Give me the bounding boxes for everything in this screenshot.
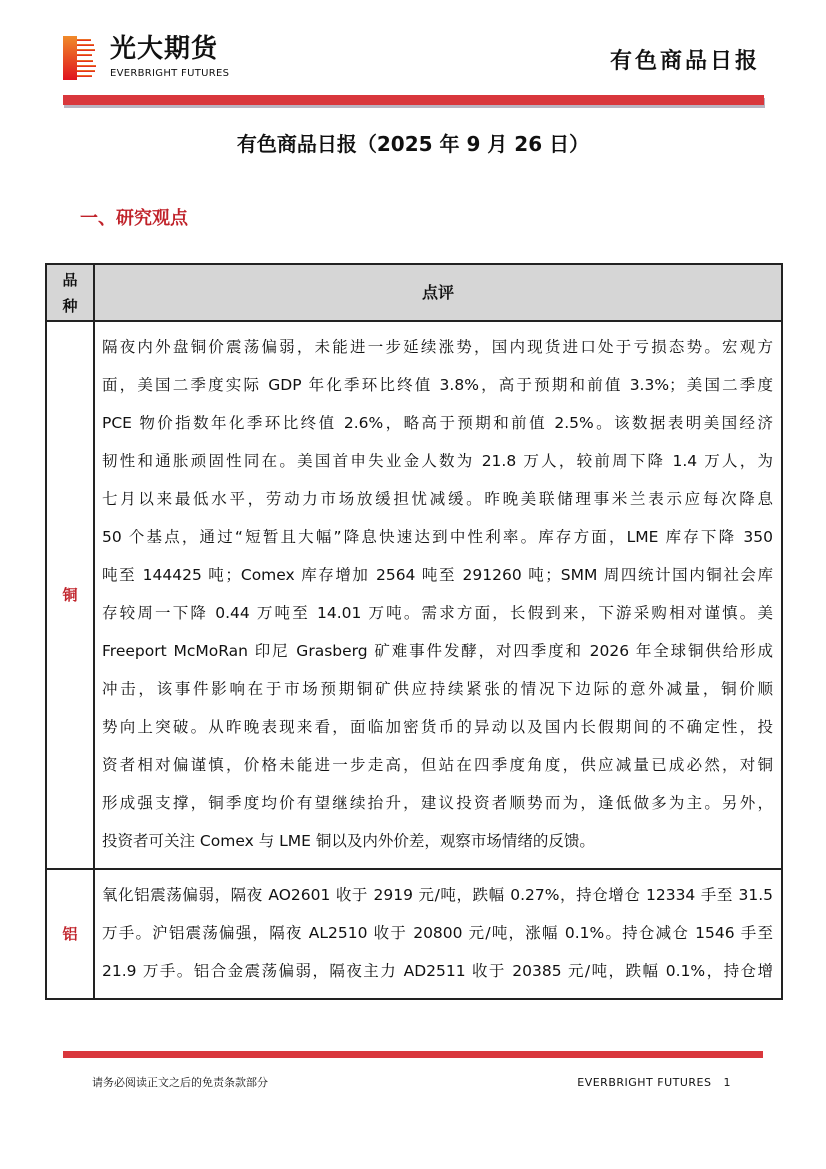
comment-line: 势向上突破。从昨晚表现来看，面临加密货币的异动以及国内长假期间的不确定性，投 (102, 718, 773, 736)
header-category (46, 264, 94, 321)
comment-line: 形成强支撑，铜季度均价有望继续抬升，建议投资者顺势而为，逢低做多为主。另外， (102, 794, 773, 812)
comment-line: Freeport McMoRan 印尼 Grasberg 矿难事件发酵，对四季度和 2026 年全球铜供给形成 (102, 642, 773, 660)
table-header-row (46, 264, 782, 321)
comment-line: 吨至 144425 吨；Comex 库存增加 2564 吨至 291260 吨；SMM 周四统计国内铜社会库 (102, 566, 773, 584)
footer-brand: EVERBRIGHT FUTURES (577, 1076, 712, 1089)
table-row-aluminum (46, 869, 782, 999)
footer-brand-page (577, 1075, 731, 1090)
commentary-table (45, 263, 783, 1000)
comment-line: 面，美国二季度实际 GDP 年化季环比终值 3.8%，高于预期和前值 3.3%；美国二季度 (102, 376, 773, 394)
table-row-copper (46, 321, 782, 869)
header-comment: 点评 (94, 264, 782, 321)
footer-disclaimer: 请务必阅读正文之后的免责条款部分 (92, 1076, 268, 1089)
comment-line: 七月以来最低水平，劳动力市场放缓担忧减缓。昨晚美联储理事米兰表示应每次降息 (102, 490, 773, 508)
page-number: 1 (723, 1076, 731, 1089)
category-copper: 铜 (46, 321, 94, 869)
page-title: 有色商品日报（2025 年 9 月 26 日） (236, 132, 590, 156)
comment-line: PCE 物价指数年化季环比终值 2.6%，略高于预期和前值 2.5%。该数据表明美国经济 (102, 414, 773, 432)
brand-name-cn: 光大期货 (110, 34, 219, 64)
header-category-line: 种 (62, 296, 78, 315)
comment-line: 韧性和通胀顽固性同在。美国首申失业金人数为 21.8 万人，较前周下降 1.4 万人，为 (102, 452, 773, 470)
report-type: 有色商品日报 (609, 49, 760, 74)
comment-copper (94, 321, 782, 869)
comment-line: 万手。沪铝震荡偏强，隔夜 AL2510 收于 20800 元/吨，涨幅 0.1%。持仓减仓 1546 手至 (102, 924, 773, 942)
comment-line: 投资者可关注 Comex 与 LME 铜以及内外价差，观察市场情绪的反馈。 (102, 832, 595, 850)
comment-line: 隔夜内外盘铜价震荡偏弱，未能进一步延续涨势，国内现货进口处于亏损态势。宏观方 (102, 338, 773, 356)
comment-line: 氧化铝震荡偏弱，隔夜 AO2601 收于 2919 元/吨，跌幅 0.27%，持仓增仓 12334 手至 31.5 (102, 886, 773, 904)
footer-divider (63, 1051, 763, 1058)
header-category-line: 品 (62, 270, 78, 289)
comment-line: 50 个基点，通过“短暂且大幅”降息快速达到中性利率。库存方面，LME 库存下降 350 (102, 528, 773, 546)
section-heading: 一、研究观点 (80, 208, 188, 229)
comment-line: 21.9 万手。铝合金震荡偏弱，隔夜主力 AD2511 收于 20385 元/吨，跌幅 0.1%，持仓增 (102, 962, 773, 980)
comment-aluminum (94, 869, 782, 999)
brand-name-en: EVERBRIGHT FUTURES (110, 68, 230, 79)
comment-line: 存较周一下降 0.44 万吨至 14.01 万吨。需求方面，长假到来，下游采购相对谨慎。美 (102, 604, 773, 622)
comment-line: 资者相对偏谨慎，价格未能进一步走高，但站在四季度角度，供应减量已成必然，对铜 (102, 756, 773, 774)
comment-line: 冲击，该事件影响在于市场预期铜矿供应持续紧张的情况下边际的意外减量，铜价顺 (102, 680, 773, 698)
header-divider (63, 95, 764, 105)
category-aluminum: 铝 (46, 869, 94, 999)
everbright-logo-icon (63, 36, 97, 80)
